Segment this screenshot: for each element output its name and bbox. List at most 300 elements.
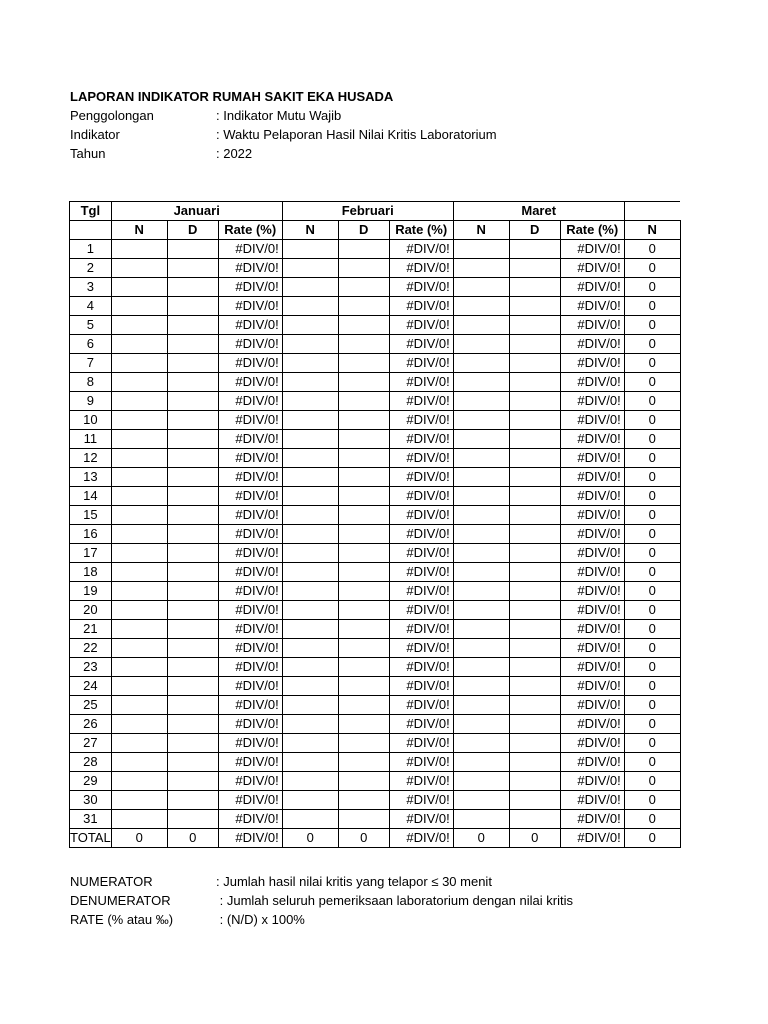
d-cell bbox=[167, 658, 218, 677]
rate-cell: #DIV/0! bbox=[218, 658, 282, 677]
table-row bbox=[70, 601, 681, 620]
n-cell bbox=[453, 791, 509, 810]
extra-n-cell: 0 bbox=[624, 677, 680, 696]
n-cell bbox=[453, 696, 509, 715]
extra-n-cell: 0 bbox=[624, 753, 680, 772]
n-cell bbox=[282, 563, 338, 582]
sub-header-n: N bbox=[453, 221, 509, 240]
d-cell bbox=[509, 449, 560, 468]
day-cell: 11 bbox=[70, 430, 112, 449]
rate-cell: #DIV/0! bbox=[560, 810, 624, 829]
field-tahun bbox=[70, 146, 252, 162]
d-cell bbox=[338, 297, 389, 316]
n-cell bbox=[111, 335, 167, 354]
rate-cell: #DIV/0! bbox=[389, 601, 453, 620]
day-cell: 27 bbox=[70, 734, 112, 753]
n-cell bbox=[282, 639, 338, 658]
footer-denumerator bbox=[70, 891, 573, 910]
extra-n-cell: 0 bbox=[624, 582, 680, 601]
total-row bbox=[70, 829, 681, 848]
d-cell bbox=[167, 677, 218, 696]
d-cell bbox=[509, 696, 560, 715]
n-cell bbox=[111, 354, 167, 373]
rate-cell: #DIV/0! bbox=[218, 297, 282, 316]
n-cell bbox=[282, 696, 338, 715]
n-cell bbox=[111, 791, 167, 810]
rate-cell: #DIV/0! bbox=[218, 316, 282, 335]
rate-cell: #DIV/0! bbox=[389, 810, 453, 829]
d-cell bbox=[338, 316, 389, 335]
n-cell bbox=[111, 468, 167, 487]
n-cell bbox=[111, 658, 167, 677]
d-cell bbox=[167, 487, 218, 506]
extra-n-cell: 0 bbox=[624, 430, 680, 449]
rate-cell: #DIV/0! bbox=[389, 677, 453, 696]
rate-cell: #DIV/0! bbox=[218, 544, 282, 563]
rate-cell: #DIV/0! bbox=[560, 506, 624, 525]
extra-n-cell: 0 bbox=[624, 620, 680, 639]
n-cell bbox=[111, 677, 167, 696]
n-cell bbox=[111, 544, 167, 563]
n-cell bbox=[111, 373, 167, 392]
rate-cell: #DIV/0! bbox=[560, 753, 624, 772]
n-cell bbox=[282, 354, 338, 373]
table-row bbox=[70, 677, 681, 696]
total-rate: #DIV/0! bbox=[389, 829, 453, 848]
rate-cell: #DIV/0! bbox=[389, 354, 453, 373]
sub-header-n: N bbox=[111, 221, 167, 240]
rate-cell: #DIV/0! bbox=[560, 449, 624, 468]
rate-cell: #DIV/0! bbox=[389, 259, 453, 278]
n-cell bbox=[453, 563, 509, 582]
table-row bbox=[70, 259, 681, 278]
extra-n-cell: 0 bbox=[624, 715, 680, 734]
rate-cell: #DIV/0! bbox=[218, 810, 282, 829]
n-cell bbox=[111, 772, 167, 791]
n-cell bbox=[453, 259, 509, 278]
footer-value: : Jumlah hasil nilai kritis yang telapor ≤ 30 menit bbox=[216, 874, 492, 889]
field-penggolongan bbox=[70, 108, 341, 124]
d-cell bbox=[338, 677, 389, 696]
rate-cell: #DIV/0! bbox=[560, 620, 624, 639]
d-cell bbox=[167, 696, 218, 715]
rate-cell: #DIV/0! bbox=[560, 582, 624, 601]
rate-cell: #DIV/0! bbox=[218, 582, 282, 601]
rate-cell: #DIV/0! bbox=[218, 411, 282, 430]
d-cell bbox=[167, 544, 218, 563]
n-cell bbox=[282, 392, 338, 411]
total-d: 0 bbox=[509, 829, 560, 848]
table-row bbox=[70, 373, 681, 392]
n-cell bbox=[282, 316, 338, 335]
d-cell bbox=[509, 259, 560, 278]
rate-cell: #DIV/0! bbox=[218, 563, 282, 582]
rate-cell: #DIV/0! bbox=[218, 677, 282, 696]
extra-n-cell: 0 bbox=[624, 373, 680, 392]
d-cell bbox=[338, 810, 389, 829]
rate-cell: #DIV/0! bbox=[560, 601, 624, 620]
day-cell: 17 bbox=[70, 544, 112, 563]
n-cell bbox=[111, 430, 167, 449]
table-row bbox=[70, 297, 681, 316]
extra-month-header bbox=[624, 202, 680, 221]
day-cell: 30 bbox=[70, 791, 112, 810]
extra-n-cell: 0 bbox=[624, 810, 680, 829]
n-cell bbox=[111, 297, 167, 316]
rate-cell: #DIV/0! bbox=[389, 392, 453, 411]
rate-cell: #DIV/0! bbox=[389, 639, 453, 658]
table-row bbox=[70, 696, 681, 715]
d-cell bbox=[167, 772, 218, 791]
day-cell: 10 bbox=[70, 411, 112, 430]
day-cell: 25 bbox=[70, 696, 112, 715]
d-cell bbox=[167, 240, 218, 259]
n-cell bbox=[111, 525, 167, 544]
rate-cell: #DIV/0! bbox=[389, 544, 453, 563]
table-row bbox=[70, 354, 681, 373]
n-cell bbox=[282, 240, 338, 259]
extra-n-cell: 0 bbox=[624, 316, 680, 335]
d-cell bbox=[338, 487, 389, 506]
n-cell bbox=[453, 373, 509, 392]
n-cell bbox=[111, 240, 167, 259]
table-row bbox=[70, 240, 681, 259]
d-cell bbox=[338, 658, 389, 677]
n-cell bbox=[111, 487, 167, 506]
rate-cell: #DIV/0! bbox=[218, 734, 282, 753]
day-cell: 9 bbox=[70, 392, 112, 411]
sub-header-rate: Rate (%) bbox=[218, 221, 282, 240]
d-cell bbox=[167, 316, 218, 335]
rate-cell: #DIV/0! bbox=[560, 658, 624, 677]
extra-n-cell: 0 bbox=[624, 449, 680, 468]
day-cell: 1 bbox=[70, 240, 112, 259]
d-cell bbox=[167, 734, 218, 753]
field-value: : Waktu Pelaporan Hasil Nilai Kritis Laboratorium bbox=[216, 127, 497, 142]
sub-header-d: D bbox=[509, 221, 560, 240]
table-row bbox=[70, 639, 681, 658]
n-cell bbox=[282, 601, 338, 620]
rate-cell: #DIV/0! bbox=[560, 677, 624, 696]
rate-cell: #DIV/0! bbox=[560, 430, 624, 449]
n-cell bbox=[111, 696, 167, 715]
rate-cell: #DIV/0! bbox=[389, 696, 453, 715]
d-cell bbox=[167, 582, 218, 601]
table-row bbox=[70, 791, 681, 810]
table-row bbox=[70, 335, 681, 354]
d-cell bbox=[509, 658, 560, 677]
day-cell: 23 bbox=[70, 658, 112, 677]
table-row bbox=[70, 316, 681, 335]
field-indikator bbox=[70, 127, 497, 143]
d-cell bbox=[167, 468, 218, 487]
n-cell bbox=[453, 753, 509, 772]
table-body bbox=[70, 202, 681, 848]
rate-cell: #DIV/0! bbox=[218, 373, 282, 392]
d-cell bbox=[167, 525, 218, 544]
total-label: TOTAL bbox=[70, 829, 112, 848]
month-header-maret: Maret bbox=[453, 202, 624, 221]
total-n: 0 bbox=[453, 829, 509, 848]
extra-n-cell: 0 bbox=[624, 525, 680, 544]
table-row bbox=[70, 582, 681, 601]
d-cell bbox=[338, 392, 389, 411]
rate-cell: #DIV/0! bbox=[389, 772, 453, 791]
n-cell bbox=[453, 430, 509, 449]
table-row bbox=[70, 753, 681, 772]
d-cell bbox=[509, 392, 560, 411]
n-cell bbox=[453, 278, 509, 297]
extra-n-cell: 0 bbox=[624, 278, 680, 297]
d-cell bbox=[167, 335, 218, 354]
table-row bbox=[70, 772, 681, 791]
n-cell bbox=[453, 544, 509, 563]
rate-cell: #DIV/0! bbox=[389, 430, 453, 449]
table-row bbox=[70, 278, 681, 297]
table-row bbox=[70, 715, 681, 734]
day-cell: 6 bbox=[70, 335, 112, 354]
extra-n-cell: 0 bbox=[624, 487, 680, 506]
d-cell bbox=[509, 430, 560, 449]
rate-cell: #DIV/0! bbox=[218, 772, 282, 791]
d-cell bbox=[338, 601, 389, 620]
n-cell bbox=[282, 620, 338, 639]
n-cell bbox=[111, 449, 167, 468]
n-cell bbox=[282, 810, 338, 829]
d-cell bbox=[509, 810, 560, 829]
table-row bbox=[70, 658, 681, 677]
extra-n-cell: 0 bbox=[624, 335, 680, 354]
rate-cell: #DIV/0! bbox=[218, 468, 282, 487]
rate-cell: #DIV/0! bbox=[389, 734, 453, 753]
rate-cell: #DIV/0! bbox=[560, 772, 624, 791]
d-cell bbox=[167, 601, 218, 620]
n-cell bbox=[453, 392, 509, 411]
day-cell: 12 bbox=[70, 449, 112, 468]
d-cell bbox=[509, 487, 560, 506]
extra-n-cell: 0 bbox=[624, 544, 680, 563]
rate-cell: #DIV/0! bbox=[389, 411, 453, 430]
day-cell: 19 bbox=[70, 582, 112, 601]
rate-cell: #DIV/0! bbox=[389, 658, 453, 677]
d-cell bbox=[167, 620, 218, 639]
n-cell bbox=[111, 734, 167, 753]
n-cell bbox=[453, 354, 509, 373]
n-cell bbox=[282, 297, 338, 316]
total-rate: #DIV/0! bbox=[560, 829, 624, 848]
n-cell bbox=[111, 259, 167, 278]
extra-n-cell: 0 bbox=[624, 696, 680, 715]
rate-cell: #DIV/0! bbox=[560, 468, 624, 487]
n-cell bbox=[453, 411, 509, 430]
d-cell bbox=[509, 544, 560, 563]
rate-cell: #DIV/0! bbox=[218, 240, 282, 259]
n-cell bbox=[453, 810, 509, 829]
rate-cell: #DIV/0! bbox=[560, 525, 624, 544]
day-cell: 26 bbox=[70, 715, 112, 734]
rate-cell: #DIV/0! bbox=[560, 639, 624, 658]
n-cell bbox=[282, 278, 338, 297]
total-rate: #DIV/0! bbox=[218, 829, 282, 848]
d-cell bbox=[338, 468, 389, 487]
day-cell: 3 bbox=[70, 278, 112, 297]
n-cell bbox=[453, 468, 509, 487]
rate-cell: #DIV/0! bbox=[389, 240, 453, 259]
d-cell bbox=[509, 354, 560, 373]
rate-cell: #DIV/0! bbox=[389, 278, 453, 297]
extra-n-cell: 0 bbox=[624, 639, 680, 658]
sub-header-rate: Rate (%) bbox=[560, 221, 624, 240]
d-cell bbox=[167, 791, 218, 810]
extra-n-cell: 0 bbox=[624, 601, 680, 620]
sub-header-n: N bbox=[282, 221, 338, 240]
rate-cell: #DIV/0! bbox=[389, 297, 453, 316]
extra-n-cell: 0 bbox=[624, 506, 680, 525]
n-cell bbox=[111, 582, 167, 601]
rate-cell: #DIV/0! bbox=[218, 506, 282, 525]
day-cell: 29 bbox=[70, 772, 112, 791]
n-cell bbox=[453, 487, 509, 506]
d-cell bbox=[167, 506, 218, 525]
d-cell bbox=[509, 373, 560, 392]
table-row bbox=[70, 734, 681, 753]
d-cell bbox=[167, 373, 218, 392]
rate-cell: #DIV/0! bbox=[560, 696, 624, 715]
n-cell bbox=[282, 259, 338, 278]
extra-n-cell: 0 bbox=[624, 240, 680, 259]
n-cell bbox=[453, 335, 509, 354]
footer-rate bbox=[70, 910, 305, 929]
n-cell bbox=[282, 487, 338, 506]
n-cell bbox=[282, 373, 338, 392]
d-cell bbox=[509, 468, 560, 487]
n-cell bbox=[282, 335, 338, 354]
d-cell bbox=[509, 601, 560, 620]
d-cell bbox=[338, 791, 389, 810]
n-cell bbox=[282, 506, 338, 525]
n-cell bbox=[282, 658, 338, 677]
total-d: 0 bbox=[338, 829, 389, 848]
n-cell bbox=[111, 316, 167, 335]
extra-n-cell: 0 bbox=[624, 259, 680, 278]
day-cell: 22 bbox=[70, 639, 112, 658]
footer-value: : Jumlah seluruh pemeriksaan laboratorium dengan nilai kritis bbox=[216, 893, 573, 908]
n-cell bbox=[282, 449, 338, 468]
n-cell bbox=[453, 449, 509, 468]
extra-n-cell: 0 bbox=[624, 411, 680, 430]
month-header-februari: Februari bbox=[282, 202, 453, 221]
extra-n-cell: 0 bbox=[624, 734, 680, 753]
n-cell bbox=[282, 582, 338, 601]
extra-n-cell: 0 bbox=[624, 297, 680, 316]
d-cell bbox=[338, 563, 389, 582]
field-value: : 2022 bbox=[216, 146, 253, 161]
extra-n-cell: 0 bbox=[624, 468, 680, 487]
footer-label: DENUMERATOR bbox=[70, 893, 171, 908]
rate-cell: #DIV/0! bbox=[560, 544, 624, 563]
n-cell bbox=[282, 525, 338, 544]
n-cell bbox=[282, 468, 338, 487]
d-cell bbox=[509, 753, 560, 772]
day-cell: 8 bbox=[70, 373, 112, 392]
n-cell bbox=[111, 810, 167, 829]
field-label: Indikator bbox=[70, 127, 120, 142]
rate-cell: #DIV/0! bbox=[389, 316, 453, 335]
d-cell bbox=[338, 753, 389, 772]
n-cell bbox=[282, 791, 338, 810]
d-cell bbox=[509, 791, 560, 810]
rate-cell: #DIV/0! bbox=[218, 392, 282, 411]
table-row bbox=[70, 487, 681, 506]
month-header-row bbox=[70, 202, 681, 221]
sub-header-n-extra: N bbox=[624, 221, 680, 240]
d-cell bbox=[509, 297, 560, 316]
n-cell bbox=[111, 715, 167, 734]
rate-cell: #DIV/0! bbox=[218, 335, 282, 354]
rate-cell: #DIV/0! bbox=[560, 259, 624, 278]
total-n: 0 bbox=[111, 829, 167, 848]
table-row bbox=[70, 468, 681, 487]
day-cell: 13 bbox=[70, 468, 112, 487]
rate-cell: #DIV/0! bbox=[218, 354, 282, 373]
n-cell bbox=[453, 506, 509, 525]
d-cell bbox=[509, 411, 560, 430]
rate-cell: #DIV/0! bbox=[560, 297, 624, 316]
rate-cell: #DIV/0! bbox=[218, 620, 282, 639]
footer-label: RATE (% atau ‰) bbox=[70, 912, 174, 927]
d-cell bbox=[338, 278, 389, 297]
day-cell: 31 bbox=[70, 810, 112, 829]
rate-cell: #DIV/0! bbox=[389, 373, 453, 392]
rate-cell: #DIV/0! bbox=[389, 620, 453, 639]
total-extra: 0 bbox=[624, 829, 680, 848]
d-cell bbox=[167, 449, 218, 468]
d-cell bbox=[338, 582, 389, 601]
n-cell bbox=[111, 639, 167, 658]
tgl-subheader bbox=[70, 221, 112, 240]
footer-label: NUMERATOR bbox=[70, 874, 153, 889]
n-cell bbox=[453, 582, 509, 601]
rate-cell: #DIV/0! bbox=[389, 753, 453, 772]
d-cell bbox=[509, 639, 560, 658]
d-cell bbox=[167, 392, 218, 411]
n-cell bbox=[282, 677, 338, 696]
d-cell bbox=[338, 335, 389, 354]
n-cell bbox=[453, 525, 509, 544]
rate-cell: #DIV/0! bbox=[389, 582, 453, 601]
total-d: 0 bbox=[167, 829, 218, 848]
d-cell bbox=[167, 411, 218, 430]
rate-cell: #DIV/0! bbox=[560, 278, 624, 297]
n-cell bbox=[111, 278, 167, 297]
d-cell bbox=[338, 449, 389, 468]
d-cell bbox=[509, 734, 560, 753]
total-n: 0 bbox=[282, 829, 338, 848]
d-cell bbox=[338, 715, 389, 734]
n-cell bbox=[282, 772, 338, 791]
rate-cell: #DIV/0! bbox=[218, 791, 282, 810]
rate-cell: #DIV/0! bbox=[218, 601, 282, 620]
n-cell bbox=[282, 544, 338, 563]
n-cell bbox=[111, 506, 167, 525]
rate-cell: #DIV/0! bbox=[218, 715, 282, 734]
sub-header-rate: Rate (%) bbox=[389, 221, 453, 240]
extra-n-cell: 0 bbox=[624, 563, 680, 582]
d-cell bbox=[509, 677, 560, 696]
n-cell bbox=[282, 430, 338, 449]
field-label: Penggolongan bbox=[70, 108, 154, 123]
d-cell bbox=[338, 772, 389, 791]
